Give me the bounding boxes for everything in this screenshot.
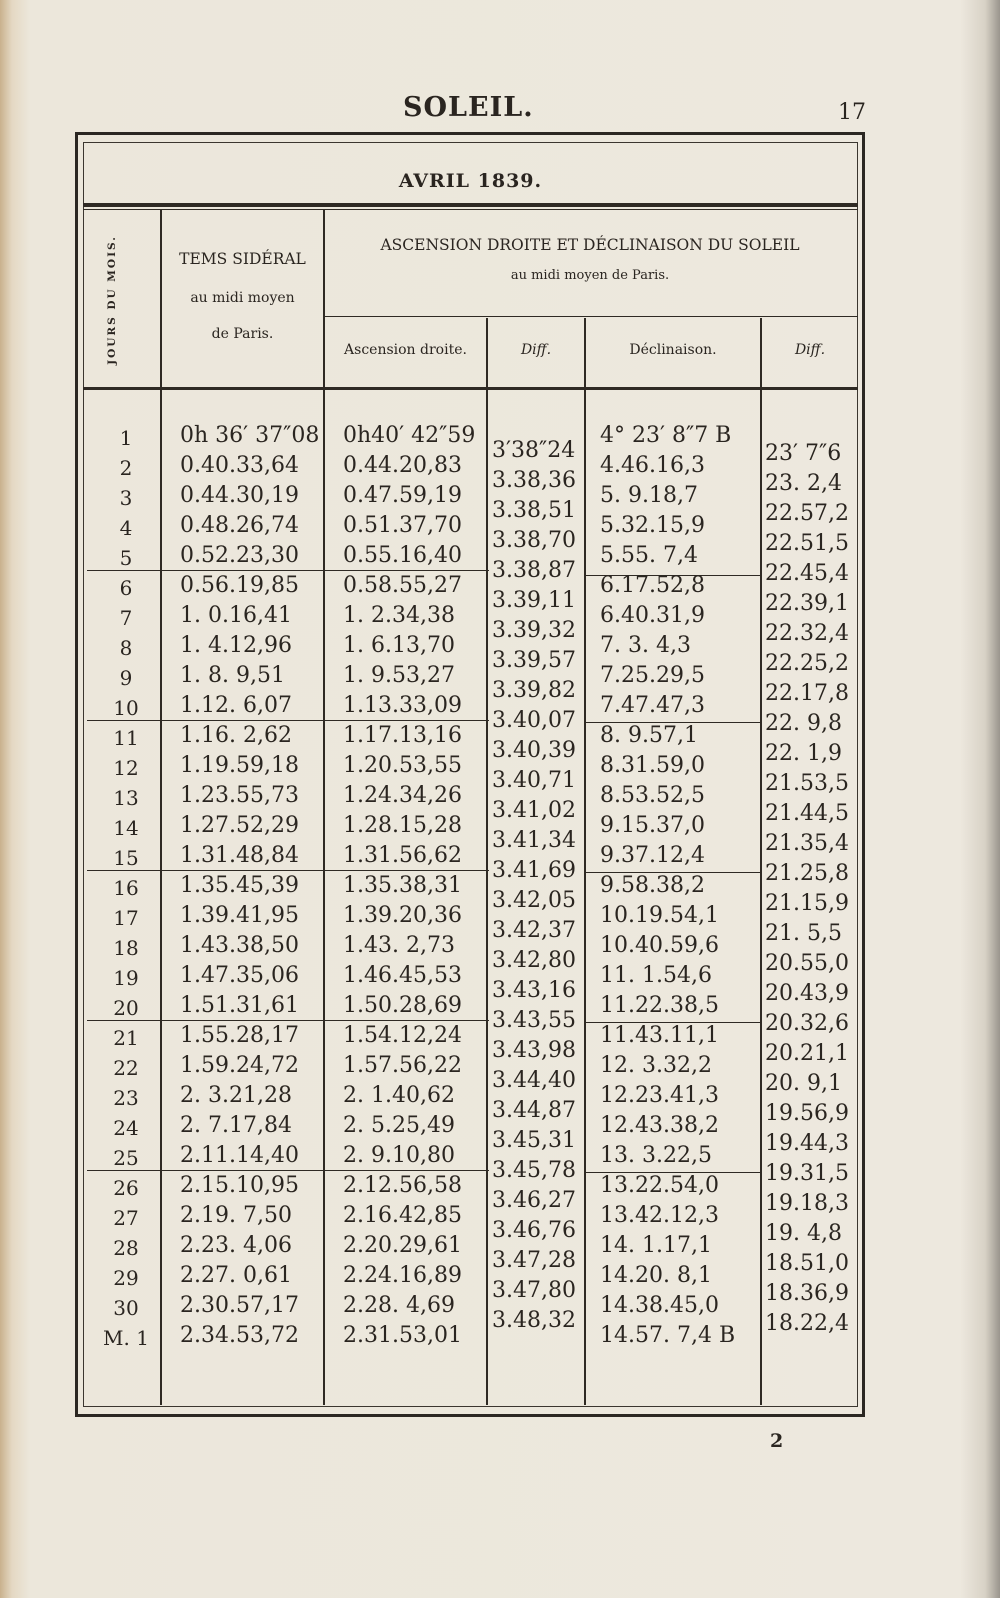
declination-cell: 12.23.41,3 bbox=[600, 1083, 719, 1108]
sidereal-cell: 1.47.35,06 bbox=[180, 963, 299, 988]
sidereal-cell: 1.27.52,29 bbox=[180, 813, 299, 838]
decl-diff-cell: 18.22,4 bbox=[765, 1311, 849, 1336]
ra-cell: 2.28. 4,69 bbox=[343, 1293, 455, 1318]
decl-diff-cell: 21.35,4 bbox=[765, 831, 849, 856]
decl-diff-cell: 22.17,8 bbox=[765, 681, 849, 706]
ra-diff-cell: 3.47,28 bbox=[492, 1248, 576, 1273]
day-cell: 1 bbox=[119, 426, 133, 450]
decl-diff-cell: 19.44,3 bbox=[765, 1131, 849, 1156]
sidereal-cell: 0.56.19,85 bbox=[180, 573, 299, 598]
decl-diff-cell: 20.21,1 bbox=[765, 1041, 849, 1066]
ra-diff-cell: 3.43,16 bbox=[492, 978, 576, 1003]
ra-cell: 1.20.53,55 bbox=[343, 753, 462, 778]
day-cell: 8 bbox=[119, 636, 133, 660]
day-cell: 27 bbox=[113, 1206, 139, 1230]
ra-cell: 1.24.34,26 bbox=[343, 783, 462, 808]
group-rule bbox=[87, 1170, 489, 1171]
rule-ra-col bbox=[486, 318, 488, 1405]
declination-cell: 11. 1.54,6 bbox=[600, 963, 712, 988]
decl-diff-cell: 22.57,2 bbox=[765, 501, 849, 526]
declination-cell: 14.20. 8,1 bbox=[600, 1263, 712, 1288]
day-cell: 30 bbox=[113, 1296, 139, 1320]
decl-diff-cell: 18.36,9 bbox=[765, 1281, 849, 1306]
decl-diff-subheader: Diff. bbox=[794, 342, 826, 358]
declination-cell: 14.57. 7,4 B bbox=[600, 1323, 736, 1348]
ra-cell: 1.50.28,69 bbox=[343, 993, 462, 1018]
day-cell: 15 bbox=[113, 846, 139, 870]
sidereal-cell: 0h 36′ 37″08 bbox=[180, 423, 320, 448]
day-cell: 16 bbox=[113, 876, 139, 900]
days-column-header: JOURS DU MOIS. bbox=[106, 235, 118, 365]
day-cell: 28 bbox=[113, 1236, 139, 1260]
sidereal-cell: 2.15.10,95 bbox=[180, 1173, 299, 1198]
folio-signature: 2 bbox=[770, 1430, 784, 1452]
declination-cell: 13.42.12,3 bbox=[600, 1203, 719, 1228]
decl-diff-cell: 22.39,1 bbox=[765, 591, 849, 616]
ra-diff-cell: 3′38″24 bbox=[492, 438, 576, 463]
sidereal-cell: 2.30.57,17 bbox=[180, 1293, 299, 1318]
decl-diff-cell: 19.18,3 bbox=[765, 1191, 849, 1216]
sidereal-cell: 2. 3.21,28 bbox=[180, 1083, 292, 1108]
sidereal-cell: 2.34.53,72 bbox=[180, 1323, 299, 1348]
ra-diff-cell: 3.45,78 bbox=[492, 1158, 576, 1183]
main-header-line1: ASCENSION DROITE ET DÉCLINAISON DU SOLEIL bbox=[380, 236, 800, 254]
declination-cell: 13.22.54,0 bbox=[600, 1173, 719, 1198]
day-cell: 22 bbox=[113, 1056, 139, 1080]
decl-diff-cell: 18.51,0 bbox=[765, 1251, 849, 1276]
declination-cell: 10.40.59,6 bbox=[600, 933, 719, 958]
sidereal-cell: 0.40.33,64 bbox=[180, 453, 299, 478]
ra-subheader: Ascension droite. bbox=[344, 342, 467, 358]
sidereal-cell: 1.39.41,95 bbox=[180, 903, 299, 928]
ra-diff-cell: 3.46,76 bbox=[492, 1218, 576, 1243]
ra-diff-cell: 3.41,02 bbox=[492, 798, 576, 823]
day-cell: 3 bbox=[119, 486, 133, 510]
sidereal-cell: 2.11.14,40 bbox=[180, 1143, 299, 1168]
ra-cell: 2. 9.10,80 bbox=[343, 1143, 455, 1168]
day-cell: 17 bbox=[113, 906, 139, 930]
ra-cell: 1.31.56,62 bbox=[343, 843, 462, 868]
declination-cell: 8.53.52,5 bbox=[600, 783, 705, 808]
decl-diff-cell: 19.56,9 bbox=[765, 1101, 849, 1126]
day-cell: 5 bbox=[119, 546, 133, 570]
ra-diff-cell: 3.39,82 bbox=[492, 678, 576, 703]
group-rule bbox=[87, 570, 489, 571]
declination-cell: 8.31.59,0 bbox=[600, 753, 705, 778]
ra-diff-cell: 3.40,71 bbox=[492, 768, 576, 793]
ra-cell: 2.20.29,61 bbox=[343, 1233, 462, 1258]
decl-diff-cell: 20.55,0 bbox=[765, 951, 849, 976]
day-cell: 21 bbox=[113, 1026, 139, 1050]
ra-cell: 1.17.13,16 bbox=[343, 723, 462, 748]
ra-diff-cell: 3.38,51 bbox=[492, 498, 576, 523]
ra-cell: 0.55.16,40 bbox=[343, 543, 462, 568]
ra-cell: 1.43. 2,73 bbox=[343, 933, 455, 958]
sidereal-cell: 0.44.30,19 bbox=[180, 483, 299, 508]
ra-diff-cell: 3.39,57 bbox=[492, 648, 576, 673]
sidereal-cell: 1.12. 6,07 bbox=[180, 693, 292, 718]
ra-diff-cell: 3.46,27 bbox=[492, 1188, 576, 1213]
ra-cell: 1.54.12,24 bbox=[343, 1023, 462, 1048]
decl-diff-cell: 23′ 7″6 bbox=[765, 441, 842, 466]
ra-diff-cell: 3.38,87 bbox=[492, 558, 576, 583]
decl-diff-cell: 23. 2,4 bbox=[765, 471, 842, 496]
day-cell: 9 bbox=[119, 666, 133, 690]
sidereal-cell: 1.43.38,50 bbox=[180, 933, 299, 958]
sidereal-cell: 1.16. 2,62 bbox=[180, 723, 292, 748]
declination-cell: 7.25.29,5 bbox=[600, 663, 705, 688]
ra-cell: 0h40′ 42″59 bbox=[343, 423, 476, 448]
day-cell: 24 bbox=[113, 1116, 139, 1140]
ra-cell: 0.51.37,70 bbox=[343, 513, 462, 538]
ra-cell: 2.31.53,01 bbox=[343, 1323, 462, 1348]
day-cell: 20 bbox=[113, 996, 139, 1020]
ra-diff-cell: 3.39,11 bbox=[492, 588, 576, 613]
ra-diff-cell: 3.42,05 bbox=[492, 888, 576, 913]
day-cell: 14 bbox=[113, 816, 139, 840]
declination-cell: 9.58.38,2 bbox=[600, 873, 705, 898]
ra-diff-cell: 3.45,31 bbox=[492, 1128, 576, 1153]
ra-cell: 2. 1.40,62 bbox=[343, 1083, 455, 1108]
day-cell: M. 1 bbox=[103, 1326, 149, 1350]
ra-cell: 1.28.15,28 bbox=[343, 813, 462, 838]
page-number: 17 bbox=[838, 100, 866, 125]
ra-cell: 2.16.42,85 bbox=[343, 1203, 462, 1228]
decl-diff-cell: 21.44,5 bbox=[765, 801, 849, 826]
sidereal-cell: 2.23. 4,06 bbox=[180, 1233, 292, 1258]
declination-cell: 7. 3. 4,3 bbox=[600, 633, 691, 658]
declination-cell: 10.19.54,1 bbox=[600, 903, 719, 928]
decl-diff-cell: 21.15,9 bbox=[765, 891, 849, 916]
sidereal-header-line1: TEMS SIDÉRAL bbox=[179, 250, 306, 268]
rule-under-month-thin bbox=[83, 209, 858, 210]
declination-cell: 9.37.12,4 bbox=[600, 843, 705, 868]
day-cell: 23 bbox=[113, 1086, 139, 1110]
ra-diff-cell: 3.40,07 bbox=[492, 708, 576, 733]
ra-diff-cell: 3.42,80 bbox=[492, 948, 576, 973]
day-cell: 11 bbox=[113, 726, 139, 750]
ra-diff-cell: 3.48,32 bbox=[492, 1308, 576, 1333]
group-rule bbox=[87, 870, 489, 871]
rule-days-col bbox=[160, 210, 162, 1405]
ra-diff-cell: 3.44,40 bbox=[492, 1068, 576, 1093]
ra-cell: 1.13.33,09 bbox=[343, 693, 462, 718]
declination-cell: 9.15.37,0 bbox=[600, 813, 705, 838]
ra-cell: 1.46.45,53 bbox=[343, 963, 462, 988]
declination-cell: 12. 3.32,2 bbox=[600, 1053, 712, 1078]
sidereal-header-line3: de Paris. bbox=[211, 326, 274, 342]
decl-diff-cell: 21.53,5 bbox=[765, 771, 849, 796]
sidereal-header-line2: au midi moyen bbox=[190, 290, 295, 306]
ra-diff-subheader: Diff. bbox=[520, 342, 552, 358]
group-rule bbox=[87, 1020, 489, 1021]
declination-cell: 11.43.11,1 bbox=[600, 1023, 719, 1048]
sidereal-cell: 0.52.23,30 bbox=[180, 543, 299, 568]
ra-cell: 2.12.56,58 bbox=[343, 1173, 462, 1198]
ra-cell: 1.35.38,31 bbox=[343, 873, 462, 898]
decl-diff-cell: 22.25,2 bbox=[765, 651, 849, 676]
decl-diff-cell: 22.32,4 bbox=[765, 621, 849, 646]
decl-diff-cell: 20. 9,1 bbox=[765, 1071, 842, 1096]
day-cell: 6 bbox=[119, 576, 133, 600]
declination-cell: 4° 23′ 8″7 B bbox=[600, 423, 732, 448]
declination-cell: 5.32.15,9 bbox=[600, 513, 705, 538]
ra-cell: 1. 2.34,38 bbox=[343, 603, 455, 628]
day-cell: 13 bbox=[113, 786, 139, 810]
day-cell: 25 bbox=[113, 1146, 139, 1170]
declination-cell: 4.46.16,3 bbox=[600, 453, 705, 478]
sidereal-cell: 1.31.48,84 bbox=[180, 843, 299, 868]
ra-diff-cell: 3.43,55 bbox=[492, 1008, 576, 1033]
sidereal-cell: 1.59.24,72 bbox=[180, 1053, 299, 1078]
declination-cell: 11.22.38,5 bbox=[600, 993, 719, 1018]
sidereal-cell: 1.19.59,18 bbox=[180, 753, 299, 778]
ra-cell: 2. 5.25,49 bbox=[343, 1113, 455, 1138]
day-cell: 7 bbox=[119, 606, 133, 630]
decl-subheader: Déclinaison. bbox=[629, 342, 717, 358]
rule-subheader bbox=[325, 316, 858, 317]
rule-sidereal-col bbox=[323, 210, 325, 1405]
decl-diff-cell: 21.25,8 bbox=[765, 861, 849, 886]
day-cell: 29 bbox=[113, 1266, 139, 1290]
ra-diff-cell: 3.42,37 bbox=[492, 918, 576, 943]
declination-cell: 6.40.31,9 bbox=[600, 603, 705, 628]
day-cell: 12 bbox=[113, 756, 139, 780]
ra-diff-cell: 3.38,70 bbox=[492, 528, 576, 553]
ra-cell: 0.47.59,19 bbox=[343, 483, 462, 508]
ra-diff-cell: 3.40,39 bbox=[492, 738, 576, 763]
sidereal-cell: 1. 4.12,96 bbox=[180, 633, 292, 658]
sidereal-cell: 1. 0.16,41 bbox=[180, 603, 292, 628]
ra-diff-cell: 3.44,87 bbox=[492, 1098, 576, 1123]
ra-diff-cell: 3.43,98 bbox=[492, 1038, 576, 1063]
day-cell: 10 bbox=[113, 696, 139, 720]
decl-diff-cell: 22. 1,9 bbox=[765, 741, 842, 766]
rule-under-month bbox=[83, 203, 858, 207]
sidereal-cell: 0.48.26,74 bbox=[180, 513, 299, 538]
decl-diff-cell: 20.32,6 bbox=[765, 1011, 849, 1036]
sidereal-cell: 1.23.55,73 bbox=[180, 783, 299, 808]
sidereal-cell: 1.35.45,39 bbox=[180, 873, 299, 898]
rule-decl-col bbox=[760, 318, 762, 1405]
declination-cell: 14. 1.17,1 bbox=[600, 1233, 712, 1258]
page-title: SOLEIL. bbox=[403, 92, 534, 123]
decl-diff-cell: 22.51,5 bbox=[765, 531, 849, 556]
declination-cell: 5.55. 7,4 bbox=[600, 543, 698, 568]
ra-diff-cell: 3.38,36 bbox=[492, 468, 576, 493]
sidereal-cell: 1. 8. 9,51 bbox=[180, 663, 285, 688]
ra-cell: 0.44.20,83 bbox=[343, 453, 462, 478]
day-cell: 26 bbox=[113, 1176, 139, 1200]
decl-diff-cell: 20.43,9 bbox=[765, 981, 849, 1006]
ra-diff-cell: 3.41,69 bbox=[492, 858, 576, 883]
ra-cell: 1.57.56,22 bbox=[343, 1053, 462, 1078]
declination-cell: 7.47.47,3 bbox=[600, 693, 705, 718]
day-cell: 18 bbox=[113, 936, 139, 960]
decl-diff-cell: 19. 4,8 bbox=[765, 1221, 842, 1246]
ra-cell: 1. 9.53,27 bbox=[343, 663, 455, 688]
declination-cell: 5. 9.18,7 bbox=[600, 483, 698, 508]
ra-cell: 1.39.20,36 bbox=[343, 903, 462, 928]
rule-under-header bbox=[83, 387, 858, 390]
decl-diff-cell: 19.31,5 bbox=[765, 1161, 849, 1186]
sidereal-cell: 2.27. 0,61 bbox=[180, 1263, 292, 1288]
ra-cell: 0.58.55,27 bbox=[343, 573, 462, 598]
ra-cell: 1. 6.13,70 bbox=[343, 633, 455, 658]
rule-diff1-col bbox=[584, 318, 586, 1405]
day-cell: 4 bbox=[119, 516, 133, 540]
decl-diff-cell: 22. 9,8 bbox=[765, 711, 842, 736]
month-title: AVRIL 1839. bbox=[398, 170, 543, 192]
sidereal-cell: 2. 7.17,84 bbox=[180, 1113, 292, 1138]
decl-diff-cell: 22.45,4 bbox=[765, 561, 849, 586]
ra-diff-cell: 3.41,34 bbox=[492, 828, 576, 853]
sidereal-cell: 1.55.28,17 bbox=[180, 1023, 299, 1048]
ra-diff-cell: 3.39,32 bbox=[492, 618, 576, 643]
sidereal-cell: 2.19. 7,50 bbox=[180, 1203, 292, 1228]
day-cell: 2 bbox=[119, 456, 133, 480]
declination-cell: 8. 9.57,1 bbox=[600, 723, 698, 748]
sidereal-cell: 1.51.31,61 bbox=[180, 993, 299, 1018]
day-cell: 19 bbox=[113, 966, 139, 990]
declination-cell: 12.43.38,2 bbox=[600, 1113, 719, 1138]
declination-cell: 13. 3.22,5 bbox=[600, 1143, 712, 1168]
declination-cell: 14.38.45,0 bbox=[600, 1293, 719, 1318]
ra-diff-cell: 3.47,80 bbox=[492, 1278, 576, 1303]
main-header-line2: au midi moyen de Paris. bbox=[510, 268, 670, 283]
decl-diff-cell: 21. 5,5 bbox=[765, 921, 842, 946]
ra-cell: 2.24.16,89 bbox=[343, 1263, 462, 1288]
group-rule bbox=[87, 720, 489, 721]
declination-cell: 6.17.52,8 bbox=[600, 573, 705, 598]
